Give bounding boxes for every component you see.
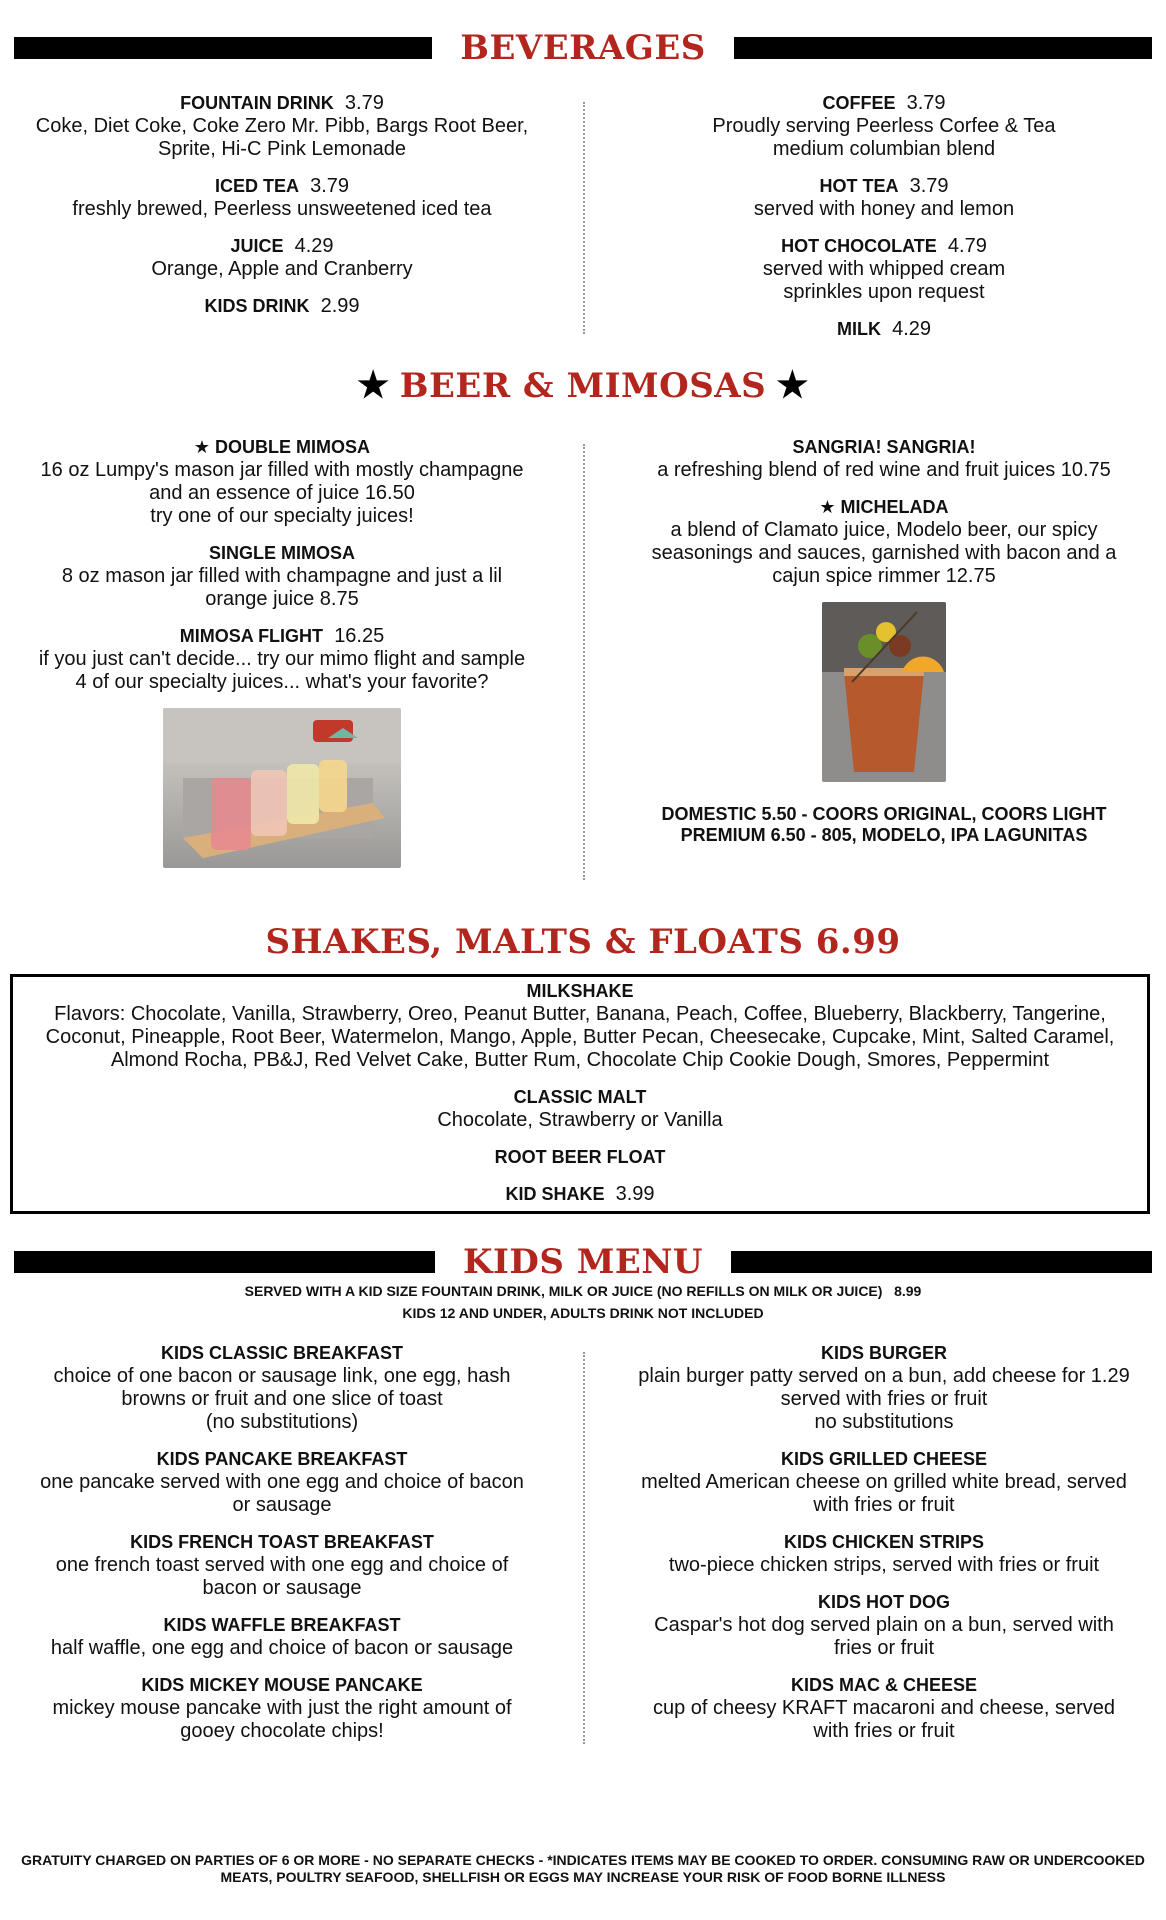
beer-list xyxy=(614,804,1154,846)
menu-item xyxy=(614,1674,1154,1743)
kids-left-column xyxy=(12,1342,552,1757)
menu-item xyxy=(614,496,1154,588)
item-name: HOT CHOCOLATE xyxy=(781,236,937,256)
menu-item xyxy=(614,436,1154,482)
item-name: KIDS GRILLED CHEESE xyxy=(780,1449,988,1469)
beverages-right-column xyxy=(614,92,1154,355)
premium-beer: PREMIUM 6.50 - 805, MODELO, IPA LAGUNITAS xyxy=(680,825,1088,845)
beverages-heading xyxy=(14,28,1152,68)
item-name: HOT TEA xyxy=(819,176,899,196)
heading-bar xyxy=(734,37,1152,59)
item-description: Coke, Diet Coke, Coke Zero Mr. Pibb, Bargs Root Beer, Sprite, Hi-C Pink Lemonade xyxy=(35,115,529,160)
menu-item xyxy=(614,318,1154,341)
item-price: 3.79 xyxy=(344,92,384,114)
shakes-heading xyxy=(0,922,1166,962)
kids-note-line-2: KIDS 12 AND UNDER, ADULTS DRINK NOT INCLUDED xyxy=(402,1305,764,1321)
item-name: KIDS MICKEY MOUSE PANCAKE xyxy=(141,1675,423,1695)
item-description: half waffle, one egg and choice of bacon or sausage xyxy=(50,1637,514,1659)
item-description: Orange, Apple and Cranberry xyxy=(151,258,413,280)
item-description: mickey mouse pancake with just the right amount of gooey chocolate chips! xyxy=(52,1697,512,1742)
menu-item xyxy=(614,235,1154,304)
menu-item xyxy=(614,1448,1154,1517)
domestic-beer: DOMESTIC 5.50 - COORS ORIGINAL, COORS LIGHT xyxy=(661,804,1107,824)
item-name: KIDS BURGER xyxy=(820,1343,947,1363)
menu-item xyxy=(614,1531,1154,1577)
menu-item xyxy=(12,295,552,318)
item-price: 4.79 xyxy=(947,235,987,257)
item-price: 3.79 xyxy=(906,92,946,114)
item-name: SINGLE MIMOSA xyxy=(208,543,355,563)
item-name: KIDS MAC & CHEESE xyxy=(790,1675,978,1695)
item-name: SANGRIA! SANGRIA! xyxy=(792,437,976,457)
kids-right-column xyxy=(614,1342,1154,1757)
item-name: JUICE xyxy=(230,236,284,256)
item-description: one pancake served with one egg and choice of bacon or sausage xyxy=(40,1471,524,1516)
item-description: a refreshing blend of red wine and fruit juices 10.75 xyxy=(657,459,1111,481)
shakes-title: SHAKES, MALTS & FLOATS 6.99 xyxy=(265,922,901,962)
item-description: freshly brewed, Peerless unsweetened iced tea xyxy=(72,198,492,220)
item-name: KIDS CLASSIC BREAKFAST xyxy=(160,1343,403,1363)
footer-disclaimer: GRATUITY CHARGED ON PARTIES OF 6 OR MORE - NO SEPARATE CHECKS - *INDICATES ITEMS MAY BE COOKED TO ORDER. CONSUMING RAW OR UNDERCOOKED MEATS, POULTRY SEAFOOD, SHELLFISH OR EGGS MAY INCREASE YOUR RISK OF FOOD BORNE ILLNESS xyxy=(21,1852,1145,1885)
item-name: KIDS DRINK xyxy=(204,296,310,316)
menu-item xyxy=(12,1342,552,1434)
column-divider xyxy=(583,102,585,334)
item-description: one french toast served with one egg and choice of bacon or sausage xyxy=(55,1554,509,1599)
kids-heading xyxy=(14,1242,1152,1282)
star-icon: ★ xyxy=(356,364,390,406)
item-name: ROOT BEER FLOAT xyxy=(494,1147,666,1167)
item-description: 8 oz mason jar filled with champagne and just a lil orange juice 8.75 xyxy=(61,565,503,610)
item-name: ★ DOUBLE MIMOSA xyxy=(193,437,371,457)
beer-right-column xyxy=(614,436,1154,846)
menu-item xyxy=(12,542,552,611)
menu-item xyxy=(614,92,1154,161)
kids-title: KIDS MENU xyxy=(462,1242,704,1282)
item-description: melted American cheese on grilled white bread, served with fries or fruit xyxy=(641,1471,1127,1516)
item-name: MILKSHAKE xyxy=(526,981,634,1001)
menu-item xyxy=(12,1674,552,1743)
item-description: Proudly serving Peerless Corfee & Tea medium columbian blend xyxy=(712,115,1056,160)
item-description: if you just can't decide... try our mimo flight and sample 4 of our specialty juices... what's your favorite? xyxy=(38,648,526,693)
item-description: two-piece chicken strips, served with fries or fruit xyxy=(668,1554,1100,1576)
kids-note xyxy=(0,1280,1166,1324)
column-divider xyxy=(583,444,585,880)
star-icon: ★ xyxy=(776,364,810,406)
shakes-box xyxy=(10,974,1150,1214)
menu-item xyxy=(13,1146,1147,1169)
menu-item xyxy=(12,1531,552,1600)
item-name: COFFEE xyxy=(822,93,896,113)
menu-item xyxy=(12,175,552,221)
item-name: KIDS PANCAKE BREAKFAST xyxy=(156,1449,408,1469)
item-name: KIDS HOT DOG xyxy=(817,1592,950,1612)
item-description: served with honey and lemon xyxy=(753,198,1015,220)
item-price: 16.25 xyxy=(334,625,385,647)
menu-item xyxy=(614,1342,1154,1434)
item-description: Flavors: Chocolate, Vanilla, Strawberry, Oreo, Peanut Butter, Banana, Peach, Coffee, Blueberry, Blackberry, Tangerine, Coconut, Pineapple, Root Beer, Watermelon, Mango, Apple, Butter Pecan, Cheesecake, Cupcake, Mint, Salted Caramel, Almond Rocha, PB&J, Red Velvet Cake, Butter Rum, Chocolate Chip Cookie Dough, Smores, Peppermint xyxy=(45,1003,1115,1071)
beverages-title: BEVERAGES xyxy=(460,28,706,68)
item-price: 2.99 xyxy=(320,295,360,317)
item-name: MIMOSA FLIGHT xyxy=(179,626,324,646)
michelada-photo xyxy=(822,602,946,782)
menu-item xyxy=(12,92,552,161)
heading-bar xyxy=(14,1251,435,1273)
beer-mimosas-heading xyxy=(0,364,1166,406)
item-price: 3.79 xyxy=(310,175,350,197)
menu-item xyxy=(12,1614,552,1660)
menu-item xyxy=(13,980,1147,1072)
item-description: choice of one bacon or sausage link, one egg, hash browns or fruit and one slice of toast (no substitutions) xyxy=(53,1365,511,1433)
item-price: 4.29 xyxy=(294,235,334,257)
item-name: KIDS CHICKEN STRIPS xyxy=(783,1532,985,1552)
item-description: a blend of Clamato juice, Modelo beer, our spicy seasonings and sauces, garnished with bacon and a cajun spice rimmer 12.75 xyxy=(651,519,1117,587)
item-name: KID SHAKE xyxy=(505,1184,605,1204)
item-price: 4.29 xyxy=(892,318,932,340)
item-name: KIDS WAFFLE BREAKFAST xyxy=(163,1615,401,1635)
item-name: MILK xyxy=(836,319,881,339)
item-name: ICED TEA xyxy=(214,176,299,196)
menu-item xyxy=(13,1086,1147,1132)
kids-note-line-1: SERVED WITH A KID SIZE FOUNTAIN DRINK, MILK OR JUICE (NO REFILLS ON MILK OR JUICE) 8.99 xyxy=(244,1283,922,1299)
menu-item xyxy=(614,1591,1154,1660)
menu-item xyxy=(12,436,552,528)
item-name: KIDS FRENCH TOAST BREAKFAST xyxy=(130,1532,434,1552)
item-description: served with whipped cream sprinkles upon request xyxy=(762,258,1006,303)
item-description: Caspar's hot dog served plain on a bun, served with fries or fruit xyxy=(654,1614,1114,1659)
beer-left-column xyxy=(12,436,552,868)
beer-mimosas-title: BEER & MIMOSAS xyxy=(399,366,767,406)
item-name: CLASSIC MALT xyxy=(513,1087,647,1107)
mimosa-flight-photo xyxy=(163,708,401,868)
column-divider xyxy=(583,1352,585,1744)
beverages-left-column xyxy=(12,92,552,332)
heading-bar xyxy=(731,1251,1152,1273)
item-description: Chocolate, Strawberry or Vanilla xyxy=(437,1109,723,1131)
item-description: plain burger patty served on a bun, add cheese for 1.29 served with fries or fruit no substitutions xyxy=(638,1365,1130,1433)
item-name: ★ MICHELADA xyxy=(819,497,949,517)
menu-item xyxy=(12,235,552,281)
menu-item xyxy=(614,175,1154,221)
item-name: FOUNTAIN DRINK xyxy=(180,93,334,113)
item-description: 16 oz Lumpy's mason jar filled with mostly champagne and an essence of juice 16.50 try one of our specialty juices! xyxy=(40,459,524,527)
menu-item xyxy=(13,1183,1147,1206)
menu-item xyxy=(12,625,552,694)
heading-bar xyxy=(14,37,432,59)
item-price: 3.99 xyxy=(615,1183,655,1205)
item-price: 3.79 xyxy=(909,175,949,197)
item-description: cup of cheesy KRAFT macaroni and cheese, served with fries or fruit xyxy=(652,1697,1116,1742)
menu-item xyxy=(12,1448,552,1517)
